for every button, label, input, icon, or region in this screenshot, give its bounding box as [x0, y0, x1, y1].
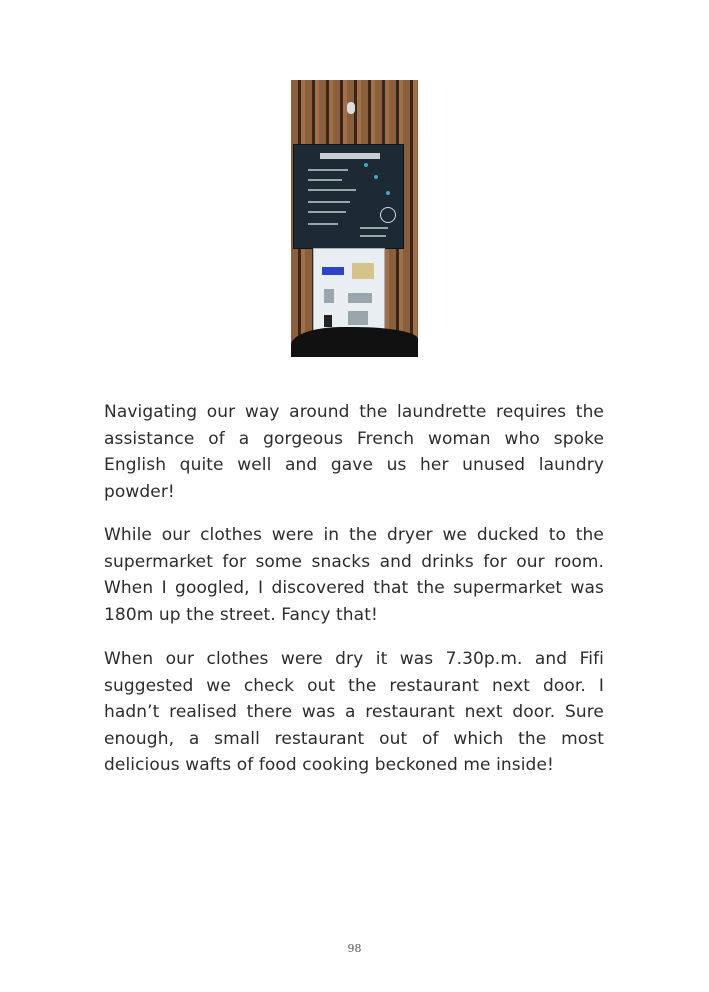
sign-line — [308, 179, 342, 181]
sign-line — [360, 235, 386, 237]
sign-logo — [380, 207, 396, 223]
body-paragraph-1: Navigating our way around the laundrette requires the assistance of a gorgeous French woman who spoke English quite well and gave us her unused laundry powder! — [104, 402, 604, 502]
sign-title-graphic — [320, 153, 380, 159]
body-paragraph-2: While our clothes were in the dryer we ducked to the supermarket for some snacks and drinks for our room. When I googled, I discovered that the supermarket was 180m up the street. Fancy that! — [104, 525, 604, 625]
wall-lamp — [347, 102, 355, 114]
body-paragraph-3: When our clothes were dry it was 7.30p.m. and Fifi suggested we check out the restaurant next door. I hadn’t realised there was a restaurant next door. Sure enough, a small restaurant out of which the most delicious wafts of food cooking beckoned me inside! — [104, 649, 604, 776]
page-number: 98 — [347, 942, 362, 955]
machine-screen — [322, 267, 344, 275]
sign-dot — [364, 163, 368, 167]
machine-slot — [324, 289, 334, 303]
sign-line — [308, 211, 346, 213]
sign-dot — [386, 191, 390, 195]
sign-dot — [374, 175, 378, 179]
sign-line — [360, 227, 388, 229]
sign-line — [308, 189, 356, 191]
card-reader — [324, 315, 332, 327]
sign-line — [308, 201, 350, 203]
sign-line — [308, 223, 338, 225]
dark-fabric — [291, 327, 418, 357]
instruction-sign — [293, 144, 404, 249]
machine-slot — [348, 311, 368, 325]
sign-line — [308, 169, 348, 171]
laundromat-photo — [291, 80, 418, 357]
machine-slot — [348, 293, 372, 303]
machine-panel — [352, 263, 374, 279]
